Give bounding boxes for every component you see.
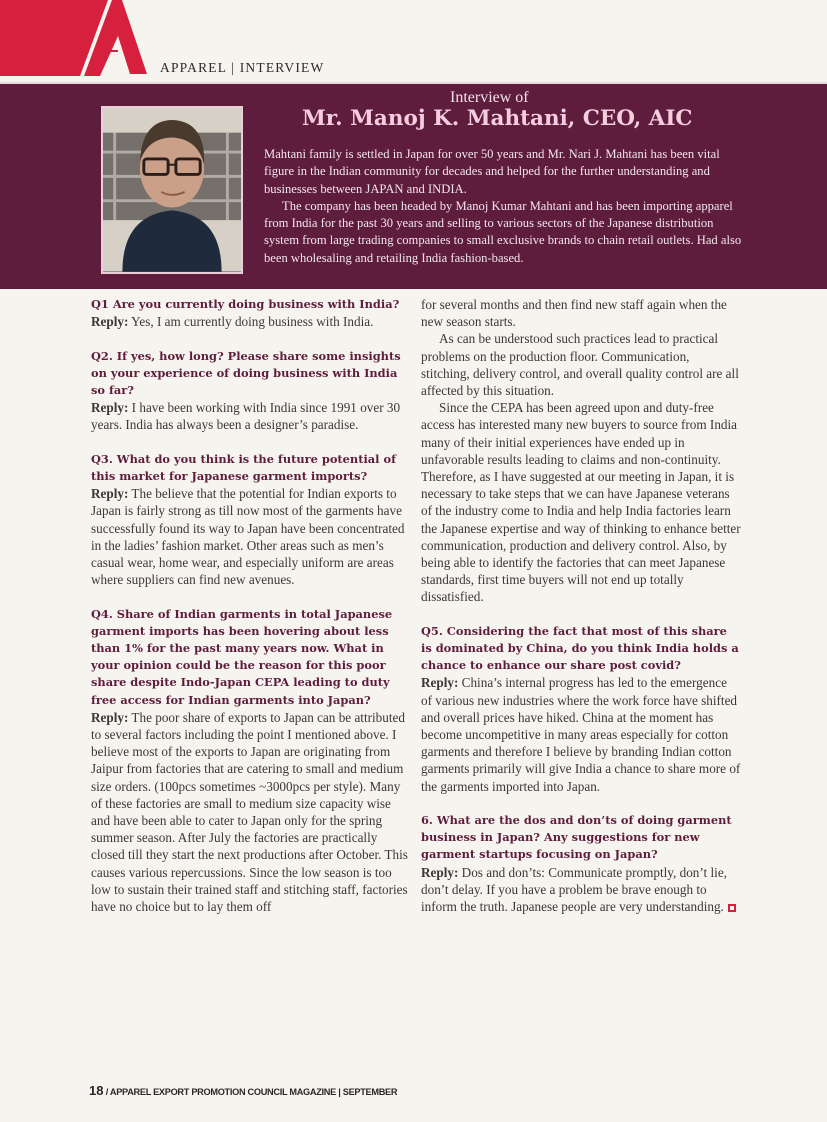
article-column-left <box>91 296 409 915</box>
qa-item <box>91 606 409 916</box>
reply-label: Reply: <box>91 709 129 725</box>
reply-body: Dos and don’ts: Communicate promptly, don’t lie, don’t delay. If you have a problem be brave enough to inform the truth. Japanese people are very understanding. <box>421 864 727 915</box>
reply-label: Reply: <box>91 314 129 330</box>
reply-text <box>421 674 741 794</box>
hero-subtitle: Interview of <box>450 89 529 106</box>
reply-body: The believe that the potential for Indian exports to Japan is fairly strong as till now most of the garments have successfully found its way to Japan have been concentrated in the ladies’ fashion market. Other areas such as men’s casual wear, home wear, and especially uniform are areas where suppliers can find new avenues. <box>91 486 405 588</box>
footer-separator: / <box>103 1087 110 1097</box>
qa-item <box>91 296 409 330</box>
question-text: Q1 Are you currently doing business with India? <box>91 297 400 311</box>
portrait-illustration <box>103 108 241 272</box>
reply-label: Reply: <box>421 864 459 880</box>
reply-label: Reply: <box>421 675 459 691</box>
reply-text <box>421 864 741 916</box>
reply-text <box>91 399 409 433</box>
hero-title: Mr. Manoj K. Mahtani, CEO, AIC <box>302 106 693 131</box>
reply-label: Reply: <box>91 400 129 416</box>
question-text: 6. What are the dos and don’ts of doing garment business in Japan? Any suggestions for new garment startups focusing on Japan? <box>421 813 732 862</box>
reply-continuation: Since the CEPA has been agreed upon and duty-free access has interested many new buyers to source from India many of their initial experiences have ended up in unfavorable results leading to claims and non-continuity. Therefore, as I have suggested at our meeting in Japan, it is necessary to take steps that we can have Japanese veterans of the industry come to India and help India factories learn the Japanese expertise and way of thinking to enhance better communication, production and delivery control. Also, by being able to identify the factories that can meet Japanese standards, first time buyers will not end up totally dissatisfied. <box>421 400 741 605</box>
question-text: Q5. Considering the fact that most of this share is dominated by China, do you think India holds a chance to enhance our share post covid? <box>421 623 739 673</box>
article-column-right <box>421 296 741 915</box>
publication-name: APPAREL EXPORT PROMOTION COUNCIL MAGAZINE | SEPTEMBER <box>109 1087 398 1097</box>
qa-item <box>91 451 409 589</box>
end-of-article-icon <box>728 904 736 912</box>
qa-item <box>91 348 409 434</box>
reply-body: I have been working with India since 1991 over 30 years. India has always been a designer’s paradise. <box>91 400 401 433</box>
reply-continuation: As can be understood such practices lead to practical problems on the production floor. Communication, stitching, delivery control, and overall quality control are all affected by this situation. <box>421 331 739 399</box>
reply-text <box>91 485 409 588</box>
qa-item <box>421 812 741 915</box>
page-footer <box>89 1082 397 1100</box>
question-text: Q3. What do you think is the future potential of this market for Japanese garment imports? <box>91 451 396 483</box>
reply-body: Yes, I am currently doing business with India. <box>128 314 374 330</box>
reply-text <box>91 313 409 330</box>
hero-intro <box>264 146 744 267</box>
logo-crossbar <box>94 50 118 52</box>
interviewee-photo <box>101 106 243 274</box>
reply-continuation: for several months and then find new staff again when the new season starts. <box>421 297 727 330</box>
section-label: APPAREL | INTERVIEW <box>160 60 325 75</box>
intro-paragraph: Mahtani family is settled in Japan for over 50 years and Mr. Nari J. Mahtani has been vital figure in the Indian community for decades and helped for the further understanding and businesses between JAPAN and INDIA. <box>264 147 720 196</box>
magazine-logo <box>0 0 150 76</box>
question-text: Q2. If yes, how long? Please share some insights on your experience of doing business with India so far? <box>91 348 401 397</box>
qa-item <box>421 623 741 795</box>
reply-text <box>91 709 409 915</box>
reply-label: Reply: <box>91 486 129 502</box>
reply-body: The poor share of exports to Japan can be attributed to several factors including the point I mentioned above. I believe most of the exports to Japan are originating from Jaipur from factories that are catering to small and medium size orders. (100pcs sometimes ~3000pcs per style). Many of these factories are small to medium size capacity wise and have been able to cater to Japan only for the spring summer season. After July the factories are practically closed till they start the next productions after October. This causes various repercussions. Since the low season is too low to sustain their trained staff and stitching staff, factories have no choice but to lay them off <box>91 709 408 915</box>
intro-paragraph: The company has been headed by Manoj Kumar Mahtani and has been importing apparel from India for the past 30 years and selling to various sectors of the Japanese distribution system from large trading companies to small exclusive brands to chain retail outlets. Had also been wholesaling and retailing India fashion-based. <box>264 198 742 265</box>
reply-body: China’s internal progress has led to the emergence of various new industries where the work force have shifted and overall prices have hiked. China at the moment has become uncompetitive in many areas especially for cotton garments and therefore I believe by branding Indian cotton garments primarily will give India a chance to share more of the garments imported into Japan. <box>421 675 741 794</box>
question-text: Q4. Share of Indian garments in total Japanese garment imports has been hovering about less than 1% for the past many years now. What in your opinion could be the reason for this poor share despite Indo-Japan CEPA leading to duty free access for Indian garments into Japan? <box>91 606 393 707</box>
page-number: 18 <box>89 1083 104 1098</box>
